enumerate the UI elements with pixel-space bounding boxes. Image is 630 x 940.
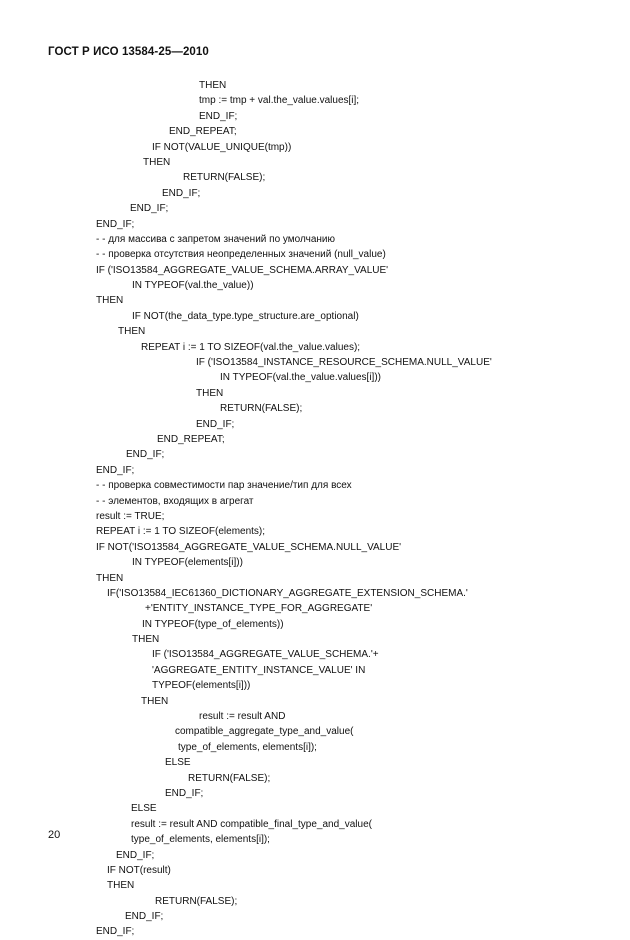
code-line: [0, 232, 630, 247]
code-line: [0, 771, 630, 786]
code-line-text: END_IF;: [162, 187, 201, 199]
code-line: [0, 617, 630, 632]
code-line: [0, 817, 630, 832]
code-line: [0, 555, 630, 570]
code-line: [0, 601, 630, 616]
code-line: [0, 370, 630, 385]
code-line-text: END_IF;: [116, 849, 155, 861]
code-line: [0, 632, 630, 647]
code-line: [0, 186, 630, 201]
code-line-text: THEN: [143, 156, 171, 168]
code-line: [0, 109, 630, 124]
code-line-text: IF NOT('ISO13584_AGGREGATE_VALUE_SCHEMA.NULL_VALUE': [96, 541, 402, 553]
code-line: [0, 278, 630, 293]
document-header: ГОСТ Р ИСО 13584-25—2010: [48, 46, 209, 58]
code-line-text: THEN: [196, 387, 224, 399]
code-line: [0, 155, 630, 170]
code-line: [0, 801, 630, 816]
code-line-text: - - проверка отсутствия неопределенных значений (null_value): [96, 249, 386, 261]
code-line: [0, 217, 630, 232]
code-line: [0, 524, 630, 539]
code-line-text: REPEAT i := 1 TO SIZEOF(val.the_value.values);: [141, 341, 361, 353]
code-line: [0, 694, 630, 709]
code-line-text: THEN: [118, 326, 146, 338]
code-line-text: RETURN(FALSE);: [155, 895, 238, 907]
code-line: [0, 247, 630, 262]
code-line: [0, 509, 630, 524]
code-line-text: END_IF;: [96, 218, 135, 230]
code-line-text: END_IF;: [130, 203, 169, 215]
code-line: [0, 447, 630, 462]
code-line-text: - - для массива с запретом значений по умолчанию: [96, 233, 336, 245]
code-line: [0, 494, 630, 509]
code-line-text: END_IF;: [96, 926, 135, 938]
code-line: [0, 571, 630, 586]
code-line: [0, 340, 630, 355]
code-line: [0, 201, 630, 216]
code-line: [0, 832, 630, 847]
code-listing: [0, 78, 630, 940]
code-line: [0, 755, 630, 770]
code-line: [0, 170, 630, 185]
code-line: [0, 924, 630, 939]
code-line: [0, 263, 630, 278]
code-line-text: result := TRUE;: [96, 510, 165, 522]
code-line: [0, 863, 630, 878]
code-line-text: END_IF;: [196, 418, 235, 430]
code-line-text: REPEAT i := 1 TO SIZEOF(elements);: [96, 526, 266, 538]
code-line-text: THEN: [199, 80, 227, 91]
code-line-text: IN TYPEOF(val.the_value)): [132, 280, 254, 292]
code-line-text: END_IF;: [96, 464, 135, 476]
code-line: [0, 78, 630, 93]
code-line: [0, 355, 630, 370]
code-line-text: IN TYPEOF(type_of_elements)): [142, 618, 284, 630]
code-line-text: RETURN(FALSE);: [220, 403, 303, 415]
code-line: [0, 293, 630, 308]
code-line-text: THEN: [141, 695, 169, 707]
code-line-text: END_IF;: [125, 911, 164, 923]
code-line-text: END_IF;: [199, 110, 238, 122]
code-line-text: ELSE: [165, 757, 191, 769]
code-line-text: type_of_elements, elements[i]);: [178, 741, 317, 753]
code-line-text: IF ('ISO13584_AGGREGATE_VALUE_SCHEMA.ARRAY_VALUE': [96, 264, 389, 276]
code-line-text: END_REPEAT;: [169, 126, 237, 138]
code-line-text: - - элементов, входящих в агрегат: [96, 495, 254, 507]
code-line-text: END_REPEAT;: [157, 433, 225, 445]
code-line: [0, 463, 630, 478]
code-line: [0, 478, 630, 493]
code-line-text: result := result AND: [199, 711, 286, 723]
page-number: 20: [48, 829, 61, 841]
code-line-text: END_IF;: [165, 787, 204, 799]
code-line: [0, 740, 630, 755]
code-line: [0, 417, 630, 432]
code-line: [0, 663, 630, 678]
code-line-text: IN TYPEOF(val.the_value.values[i])): [220, 372, 381, 384]
code-line: [0, 309, 630, 324]
code-line: [0, 93, 630, 108]
code-line: [0, 848, 630, 863]
code-line-text: ELSE: [131, 803, 157, 815]
code-line-text: IF ('ISO13584_INSTANCE_RESOURCE_SCHEMA.NULL_VALUE': [196, 357, 492, 369]
code-line: [0, 124, 630, 139]
code-line: [0, 324, 630, 339]
code-line: [0, 140, 630, 155]
code-line: [0, 909, 630, 924]
code-line-text: RETURN(FALSE);: [188, 772, 271, 784]
code-line-text: IF ('ISO13584_AGGREGATE_VALUE_SCHEMA.'+: [152, 649, 379, 661]
code-line-text: THEN: [107, 880, 135, 892]
code-line: [0, 678, 630, 693]
code-line-text: THEN: [132, 634, 160, 646]
code-line-text: result := result AND compatible_final_type_and_value(: [131, 818, 372, 830]
code-line-text: 'AGGREGATE_ENTITY_INSTANCE_VALUE' IN: [152, 664, 366, 676]
code-line-text: compatible_aggregate_type_and_value(: [175, 726, 354, 738]
code-line-text: tmp := tmp + val.the_value.values[i];: [199, 95, 360, 107]
code-line-text: RETURN(FALSE);: [183, 172, 266, 184]
code-line-text: type_of_elements, elements[i]);: [131, 834, 270, 846]
code-line-text: IF NOT(VALUE_UNIQUE(tmp)): [152, 141, 292, 153]
code-line: [0, 709, 630, 724]
code-line-text: TYPEOF(elements[i])): [152, 680, 251, 692]
code-line: [0, 724, 630, 739]
code-line: [0, 540, 630, 555]
code-line: [0, 786, 630, 801]
code-line: [0, 386, 630, 401]
code-line-text: END_IF;: [126, 449, 165, 461]
code-line-text: THEN: [96, 295, 124, 307]
code-line-text: IF NOT(result): [107, 864, 171, 876]
code-line: [0, 586, 630, 601]
code-line: [0, 647, 630, 662]
code-line: [0, 878, 630, 893]
code-line-text: THEN: [96, 572, 124, 584]
code-line-text: - - проверка совместимости пар значение/тип для всех: [96, 480, 352, 492]
code-line-text: IF NOT(the_data_type.type_structure.are_optional): [132, 310, 359, 322]
code-line-text: IN TYPEOF(elements[i])): [132, 557, 243, 569]
code-line: [0, 432, 630, 447]
code-line-text: +'ENTITY_INSTANCE_TYPE_FOR_AGGREGATE': [145, 603, 373, 615]
code-line-text: IF('ISO13584_IEC61360_DICTIONARY_AGGREGATE_EXTENSION_SCHEMA.': [107, 587, 468, 599]
code-line: [0, 894, 630, 909]
code-line: [0, 401, 630, 416]
